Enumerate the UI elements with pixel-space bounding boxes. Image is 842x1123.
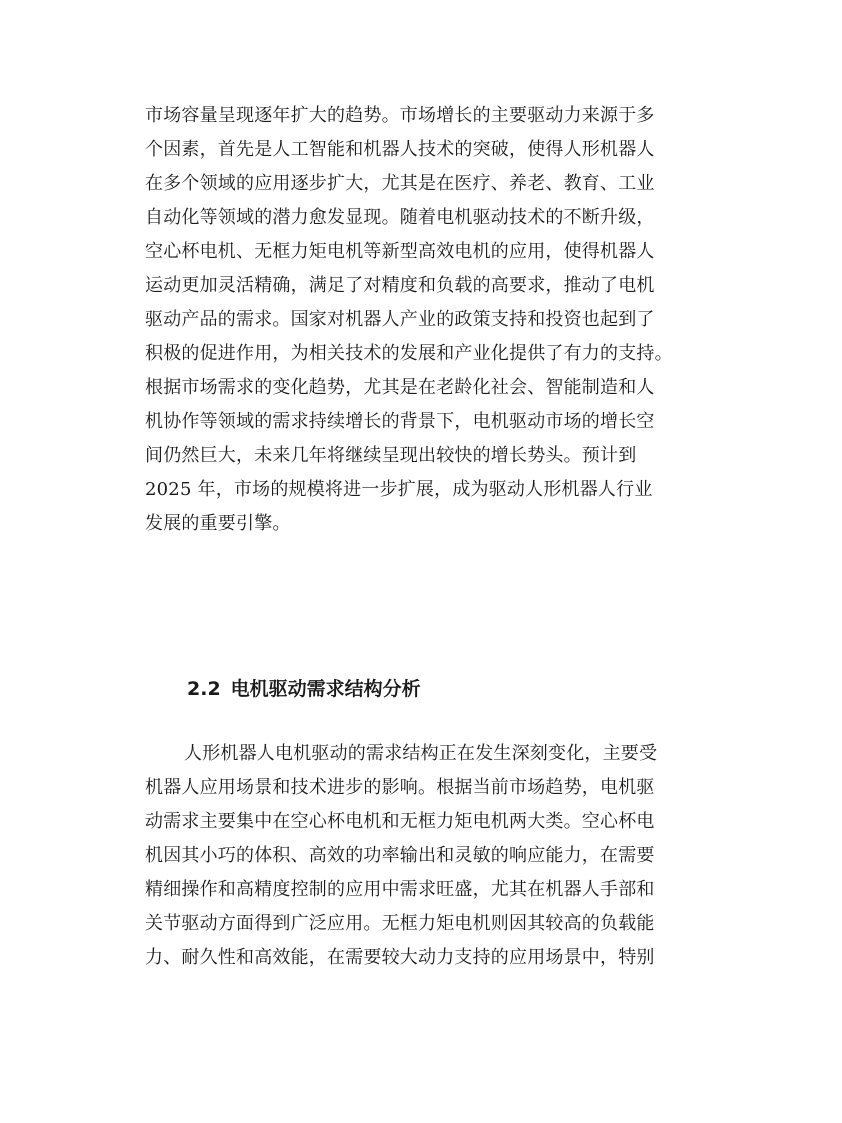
body-paragraph-demand-structure [145, 737, 725, 975]
text-line: 力、耐久性和高效能，在需要较大动力支持的应用场景中，特别 [145, 947, 655, 968]
text-line: 积极的促进作用，为相关技术的发展和产业化提供了有力的支持。 [145, 343, 673, 364]
text-line: 机协作等领域的需求持续增长的背景下，电机驱动市场的增长空 [145, 411, 655, 432]
text-line: 驱动产品的需求。国家对机器人产业的政策支持和投资也起到了 [145, 309, 655, 330]
text-line: 发展的重要引擎。 [145, 513, 291, 534]
text-line: 机因其小巧的体积、高效的功率输出和灵敏的响应能力，在需要 [145, 845, 655, 866]
text-line: 机器人应用场景和技术进步的影响。根据当前市场趋势，电机驱 [145, 777, 655, 798]
text-line: 市场容量呈现逐年扩大的趋势。市场增长的主要驱动力来源于多 [145, 105, 655, 126]
text-line: 精细操作和高精度控制的应用中需求旺盛，尤其在机器人手部和 [145, 879, 655, 900]
section-number: 2.2 [187, 678, 221, 700]
text-line: 关节驱动方面得到广泛应用。无框力矩电机则因其较高的负载能 [145, 913, 655, 934]
text-line: 自动化等领域的潜力愈发显现。随着电机驱动技术的不断升级， [145, 207, 655, 228]
text-line: 个因素，首先是人工智能和机器人技术的突破，使得人形机器人 [145, 139, 655, 160]
text-line: 运动更加灵活精确，满足了对精度和负载的高要求，推动了电机 [145, 275, 655, 296]
text-line: 动需求主要集中在空心杯电机和无框力矩电机两大类。空心杯电 [145, 811, 655, 832]
body-paragraph-market-growth [145, 99, 725, 541]
text-line: 在多个领域的应用逐步扩大，尤其是在医疗、养老、教育、工业 [145, 173, 655, 194]
section-title: 电机驱动需求结构分析 [230, 678, 421, 700]
section-heading [187, 671, 421, 707]
text-line: 人形机器人电机驱动的需求结构正在发生深刻变化，主要受 [184, 743, 658, 764]
text-line: 2025 年，市场的规模将进一步扩展，成为驱动人形机器人行业 [145, 479, 653, 500]
text-line: 间仍然巨大，未来几年将继续呈现出较快的增长势头。预计到 [145, 445, 637, 466]
text-line: 空心杯电机、无框力矩电机等新型高效电机的应用，使得机器人 [145, 241, 655, 262]
text-line: 根据市场需求的变化趋势，尤其是在老龄化社会、智能制造和人 [145, 377, 655, 398]
